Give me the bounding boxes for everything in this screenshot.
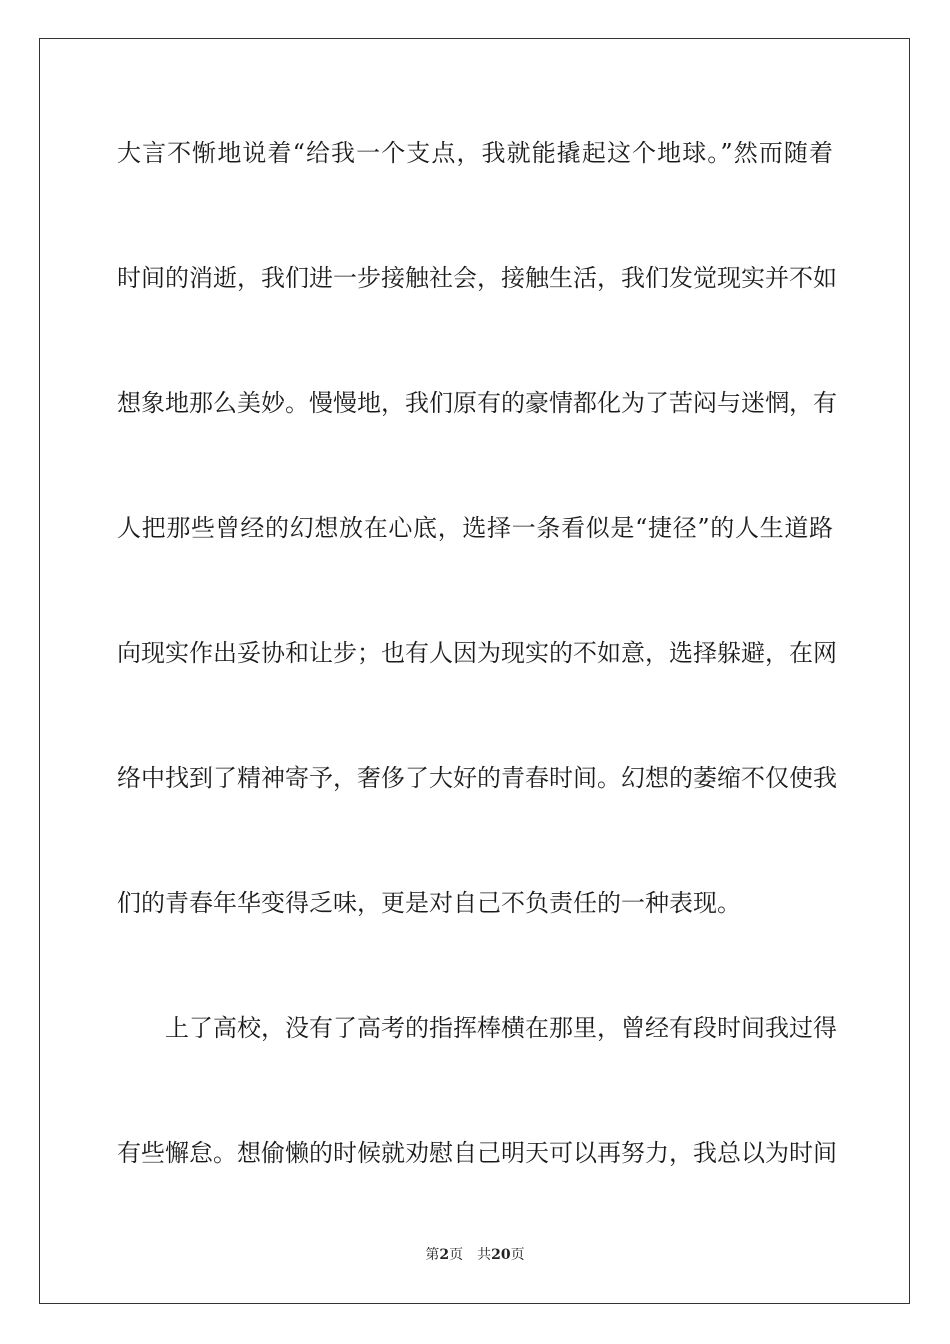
paragraph-start-line: 上了高校，没有了高考的指挥棒横在那里，曾经有段时间我过得 xyxy=(165,1014,837,1042)
total-prefix: 共 xyxy=(477,1247,492,1263)
text-line: 想象地那么美妙。慢慢地，我们原有的豪情都化为了苦闷与迷惘，有 xyxy=(117,389,837,417)
page-number: 2 xyxy=(439,1247,450,1263)
text-line: 时间的消逝，我们进一步接触社会，接触生活，我们发觉现实并不如 xyxy=(117,264,837,292)
total-suffix: 页 xyxy=(510,1247,525,1263)
text-line: 人把那些曾经的幻想放在心底，选择一条看似是“捷径”的人生道路 xyxy=(117,514,833,542)
text-line: 络中找到了精神寄予，奢侈了大好的青春时间。幻想的萎缩不仅使我 xyxy=(117,764,837,792)
text-line: 大言不惭地说着“给我一个支点，我就能撬起这个地球。”然而随着 xyxy=(117,139,833,167)
total-pages: 20 xyxy=(491,1247,511,1263)
text-line: 有些懈怠。想偷懒的时候就劝慰自己明天可以再努力，我总以为时间 xyxy=(117,1139,837,1167)
page-prefix: 第 xyxy=(425,1247,440,1263)
page-footer xyxy=(0,1246,950,1264)
page-suffix: 页 xyxy=(449,1247,464,1263)
text-line: 们的青春年华变得乏味，更是对自己不负责任的一种表现。 xyxy=(117,889,741,917)
text-line: 向现实作出妥协和让步；也有人因为现实的不如意，选择躲避，在网 xyxy=(117,639,837,667)
page-border xyxy=(39,38,910,1304)
